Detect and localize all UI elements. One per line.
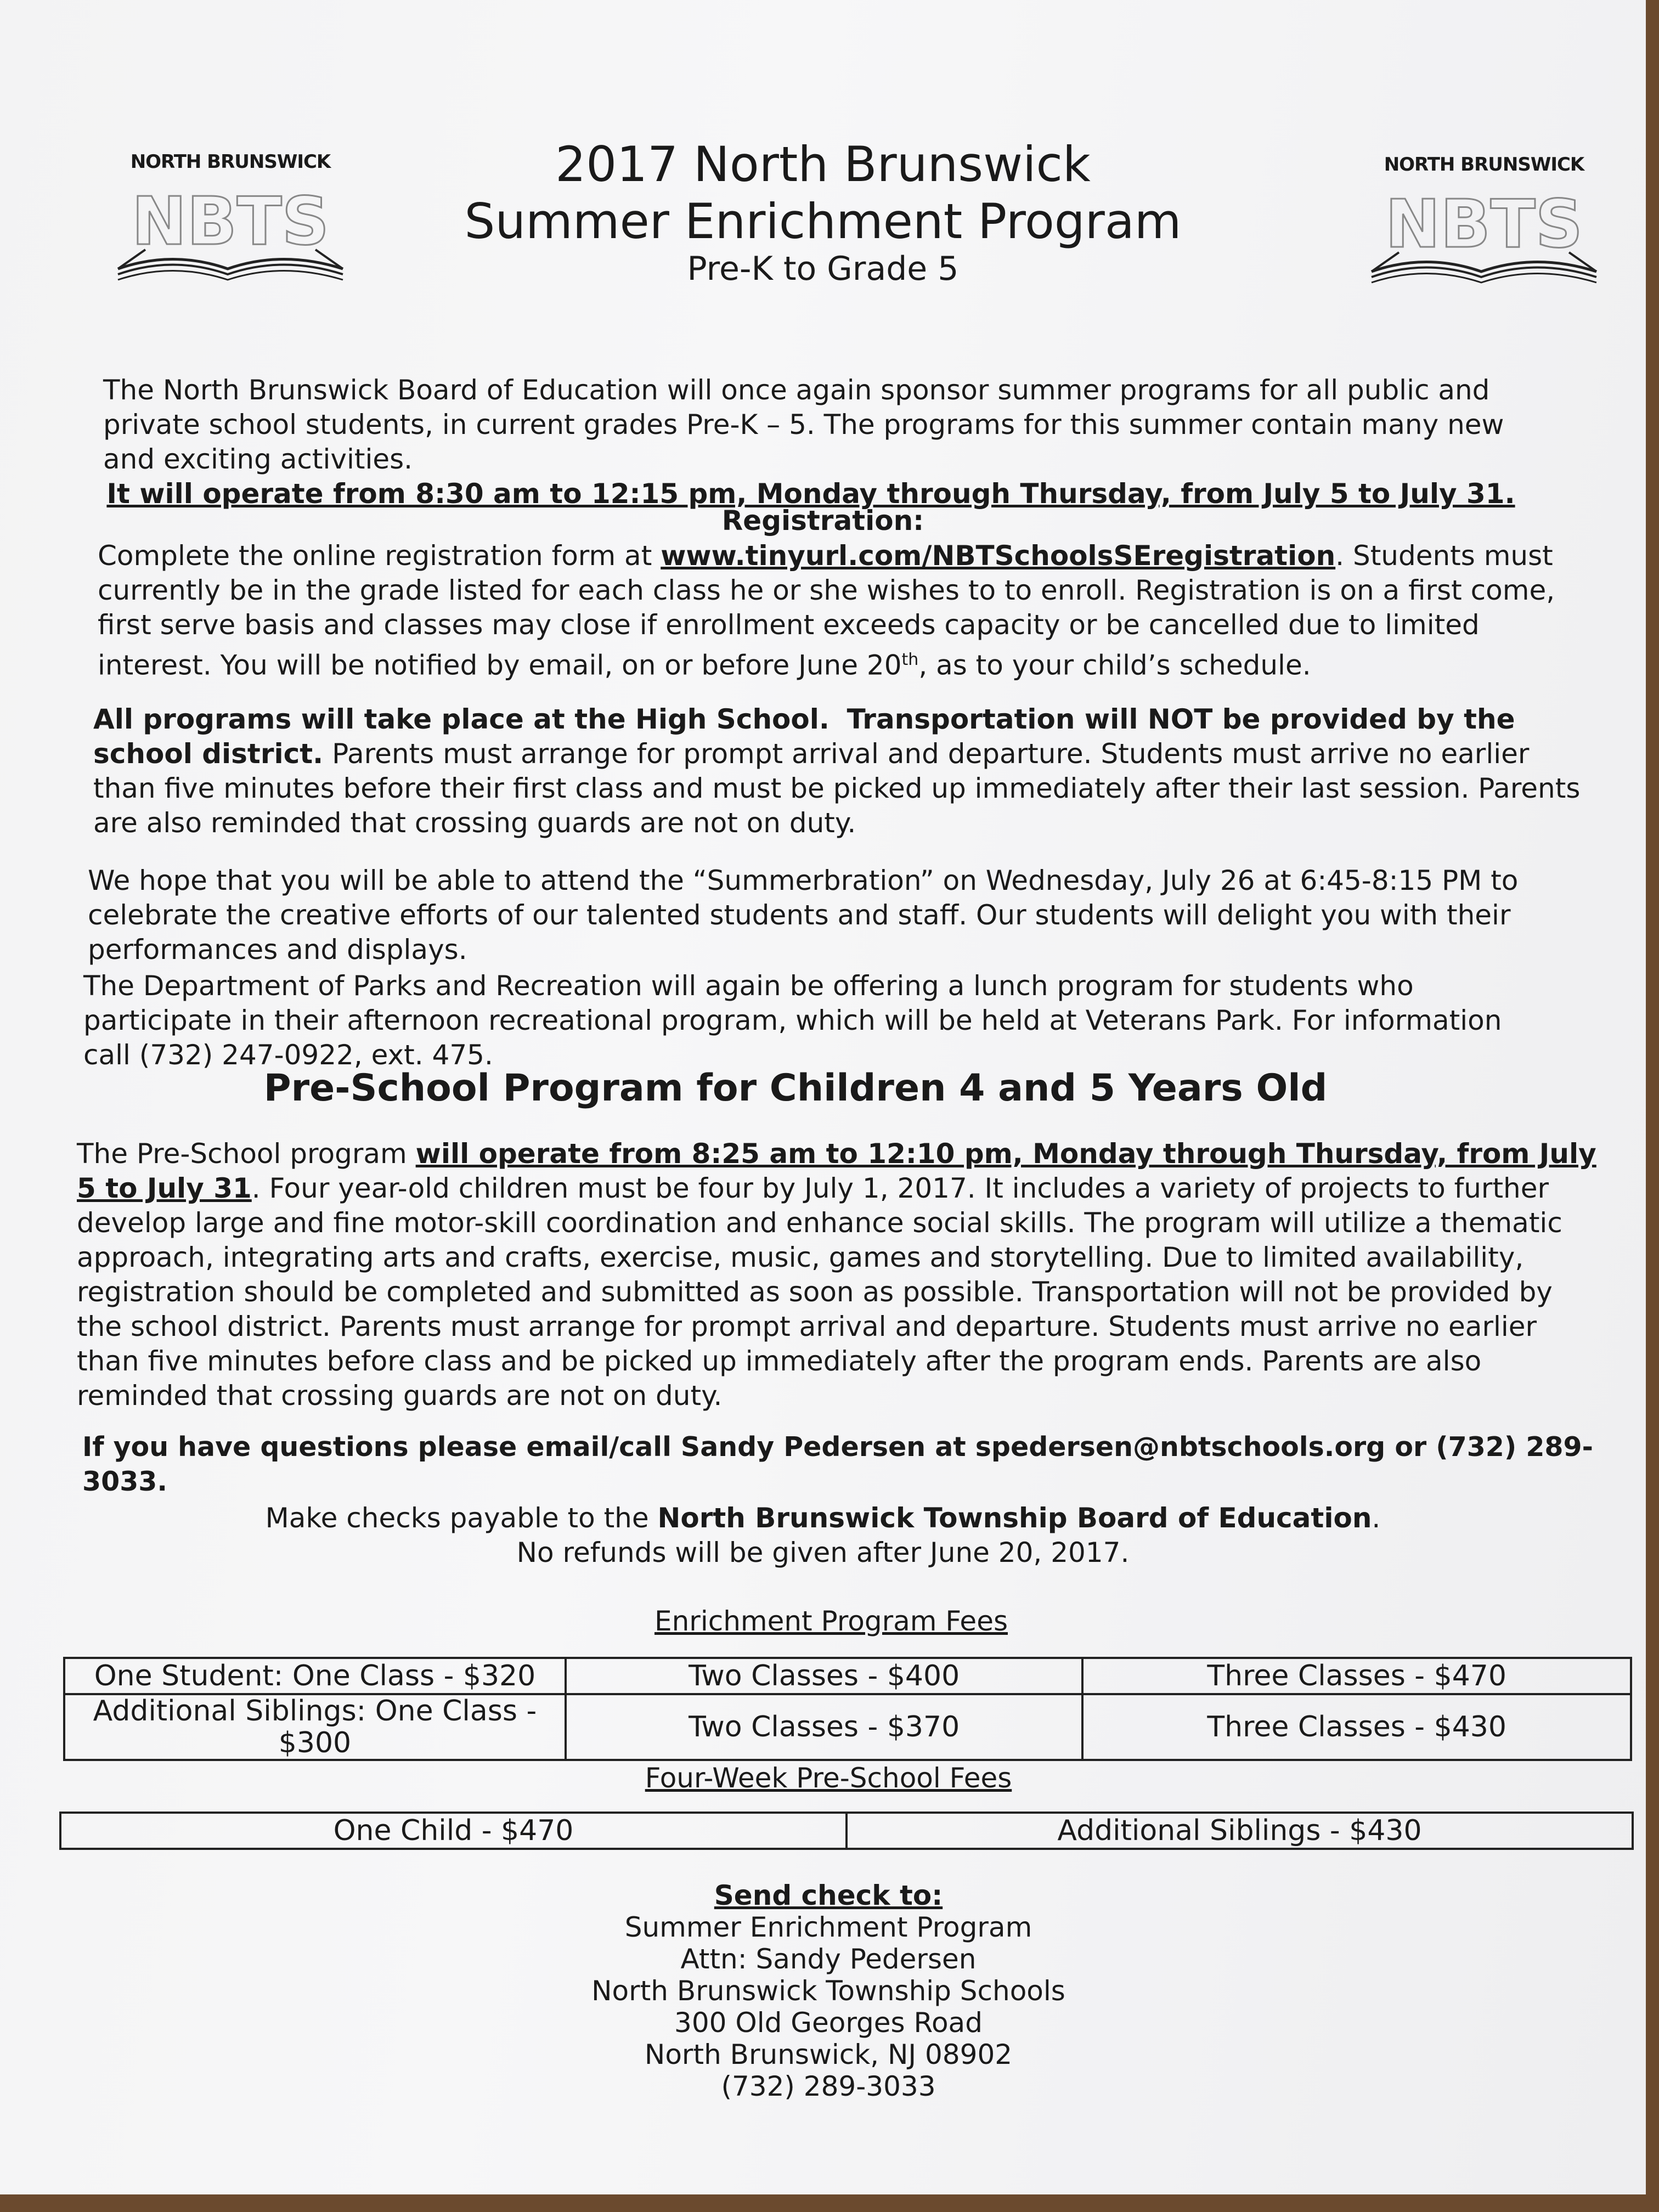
table-row bbox=[64, 1694, 1631, 1760]
registration-text: Complete the online registration form at bbox=[98, 540, 661, 572]
checks-line-1 bbox=[0, 1501, 1646, 1536]
page-subtitle: Pre-K to Grade 5 bbox=[687, 250, 959, 288]
location-bold-2: Transportation will NOT be provided by the school district. bbox=[93, 703, 1515, 770]
preschool-paragraph bbox=[77, 1137, 1602, 1413]
fee-cell: One Student: One Class - $320 bbox=[64, 1658, 566, 1694]
preschool-heading: Pre-School Program for Children 4 and 5 Years Old bbox=[263, 1066, 1328, 1110]
location-text: Parents must arrange for prompt arrival and departure. Students must arrive no earlier than five minutes before their first class and must be picked up immediately after their last session. Parents are also reminded that crossing guards are not on duty. bbox=[93, 738, 1581, 839]
ordinal-suffix: th bbox=[901, 650, 919, 669]
address-line: Summer Enrichment Program bbox=[624, 1911, 1032, 1943]
fee-cell: Two Classes - $370 bbox=[566, 1694, 1082, 1760]
svg-text:NBTS: NBTS bbox=[131, 184, 330, 260]
registration-text-3: , as to your child’s schedule. bbox=[918, 649, 1311, 681]
checks-block bbox=[0, 1501, 1646, 1570]
checks-line-2: No refunds will be given after June 20, 2017. bbox=[516, 1537, 1130, 1568]
fee-cell: One Child - $470 bbox=[60, 1813, 847, 1849]
contact-line: If you have questions please email/call Sandy Pedersen at spedersen@nbtschools.org or (732) 289-3033. bbox=[82, 1431, 1593, 1497]
address-line: 300 Old Georges Road bbox=[674, 2007, 983, 2039]
address-line: North Brunswick, NJ 08902 bbox=[644, 2039, 1013, 2070]
preschool-fees-title: Four-Week Pre-School Fees bbox=[645, 1762, 1012, 1794]
enrichment-fees-title: Enrichment Program Fees bbox=[654, 1605, 1008, 1637]
summerbration-paragraph: We hope that you will be able to attend the “Summerbration” on Wednesday, July 26 at 6:45-8:15 PM to celebrate the creative efforts of our talented students and staff. Our students will delight you with their performances and displays. bbox=[88, 865, 1519, 966]
intro-text: The North Brunswick Board of Education will once again sponsor summer programs for all public and private school students, in current grades Pre-K – 5. The programs for this summer contain many new and exciting activities. bbox=[103, 374, 1504, 475]
registration-heading: Registration: bbox=[721, 505, 924, 537]
fee-cell: Additional Siblings - $430 bbox=[847, 1813, 1633, 1849]
intro-schedule: It will operate from 8:30 am to 12:15 pm, Monday through Thursday, from July 5 to July 31. bbox=[106, 478, 1515, 510]
table-row bbox=[64, 1658, 1631, 1694]
enrichment-fees-table bbox=[63, 1657, 1632, 1761]
preschool-fees-table bbox=[59, 1812, 1634, 1850]
preschool-text: . Four year-old children must be four by July 1, 2017. It includes a variety of projects to further develop large and fine motor-skill coordination and enhance social skills. The program will utilize a thematic approach, integrating arts and crafts, exercise, music, games and storytelling. Due to limited availability, registration should be completed and submitted as soon as possible. Transportation will not be provided by the school district. Parents must arrange for prompt arrival and departure. Students must arrive no earlier than five minutes before class and be picked up immediately after the program ends. Parents are also reminded that crossing guards are not on duty. bbox=[77, 1172, 1562, 1412]
fee-cell: Three Classes - $470 bbox=[1082, 1658, 1631, 1694]
registration-link[interactable]: www.tinyurl.com/NBTSchoolsSEregistration bbox=[661, 540, 1336, 572]
address-line: (732) 289-3033 bbox=[721, 2070, 936, 2102]
logo-label: NORTH BRUNSWICK bbox=[130, 151, 331, 173]
svg-text:NBTS: NBTS bbox=[1385, 187, 1583, 263]
address-line: North Brunswick Township Schools bbox=[591, 1975, 1065, 2007]
logo-label: NORTH BRUNSWICK bbox=[1384, 154, 1584, 176]
fee-cell: Additional Siblings: One Class - $300 bbox=[64, 1694, 566, 1760]
intro-paragraph bbox=[103, 373, 1562, 511]
location-paragraph bbox=[93, 702, 1585, 840]
location-bold-1: All programs will take place at the High School. bbox=[93, 703, 830, 735]
fee-cell: Two Classes - $400 bbox=[566, 1658, 1082, 1694]
page-title: 2017 North Brunswick bbox=[555, 136, 1091, 193]
send-to-block bbox=[0, 1880, 1657, 2102]
registration-text-2: . Students must currently be in the grade listed for each class he or she wishes to to enroll. Registration is on a first come, first serve basis and classes may close if enrollment exceeds capacity or be cancelled due to limited interest. You will be notified by email, on or before June 20 bbox=[98, 540, 1555, 681]
preschool-schedule: will operate from 8:25 am to 12:10 pm, Monday through Thursday, from July 5 to July 31 bbox=[77, 1138, 1596, 1204]
registration-paragraph bbox=[98, 539, 1579, 683]
parks-paragraph: The Department of Parks and Recreation will again be offering a lunch program for students who participate in their afternoon recreational program, which will be held at Veterans Park. For information call (732) 247-0922, ext. 475. bbox=[83, 970, 1502, 1071]
preschool-lead: The Pre-School program bbox=[77, 1138, 416, 1170]
table-row bbox=[60, 1813, 1633, 1849]
fee-cell: Three Classes - $430 bbox=[1082, 1694, 1631, 1760]
checks-prefix: Make checks payable to the bbox=[265, 1502, 658, 1534]
checks-suffix: . bbox=[1372, 1502, 1381, 1534]
send-to-heading: Send check to: bbox=[714, 1880, 943, 1911]
address-line: Attn: Sandy Pedersen bbox=[680, 1943, 977, 1975]
page-title-line2: Summer Enrichment Program bbox=[464, 193, 1182, 250]
checks-payee: North Brunswick Township Board of Education bbox=[657, 1502, 1372, 1534]
